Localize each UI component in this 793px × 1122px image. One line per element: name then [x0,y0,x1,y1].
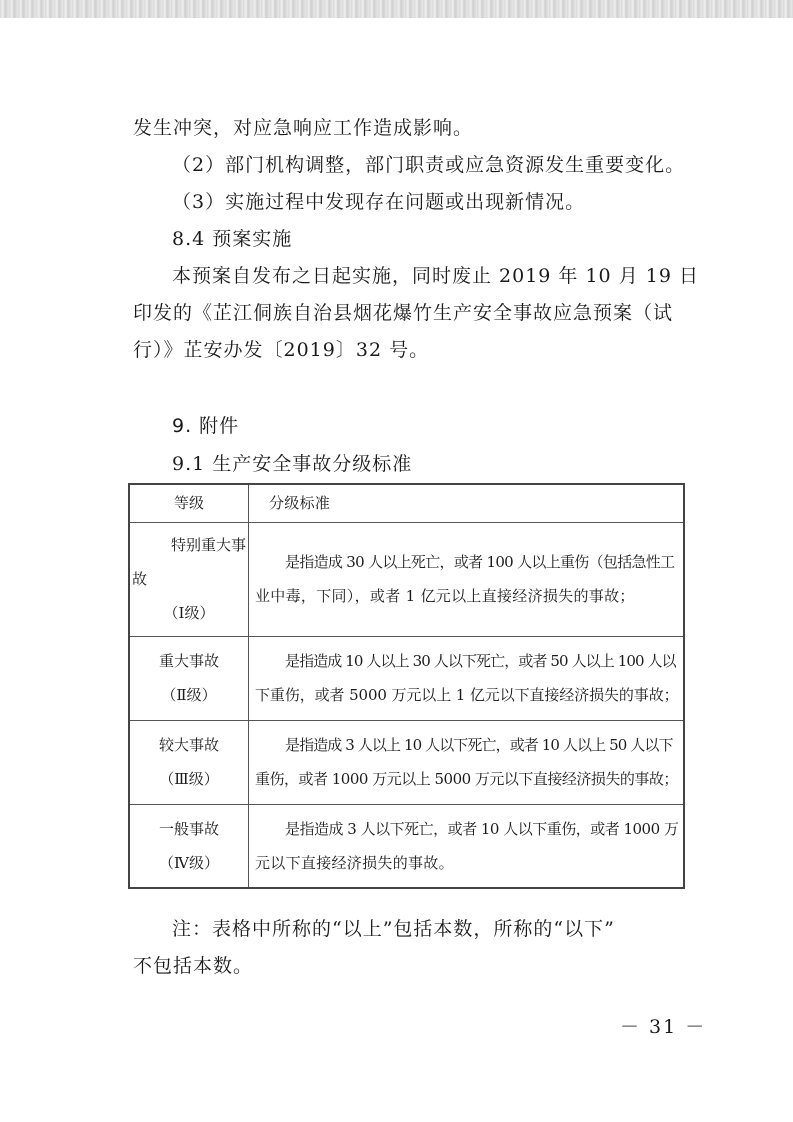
paragraph-line: 行）》芷安办发〔2019〕32 号。 [133,339,430,361]
level-cell [129,636,249,720]
level-text: （Ⅰ级） [163,604,215,622]
header-standard: 分级标准 [249,484,685,522]
page-number: － 31 － [620,1016,707,1038]
standard-text: 重伤，或者 1000 万元以上 5000 万元以下直接经济损失的事故； [255,770,678,788]
header-level: 等级 [129,484,249,522]
level-text: 一般事故 [158,819,219,838]
standard-text: 是指造成 3 人以上 10 人以下死亡，或者 10 人以上 50 人以下 [285,736,673,754]
level-text: （Ⅱ级） [161,686,217,704]
standard-text: 业中毒，下同），或者 1 亿元以上直接经济损失的事故； [255,587,635,605]
section-heading-9-1: 9.1 生产安全事故分级标准 [172,453,413,475]
standard-cell [249,804,685,888]
level-text: 重大事故 [158,652,219,670]
level-cell [129,804,249,888]
paragraph-line: 发生冲突，对应急响应工作造成影响。 [133,117,474,139]
section-heading-8-4: 8.4 预案实施 [172,228,293,250]
table-row [129,804,684,888]
paragraph-line: 印发的《芷江侗族自治县烟花爆竹生产安全事故应急预案（试 [133,302,674,324]
table-header-row [129,484,684,522]
level-cell [129,522,249,636]
level-text: 较大事故 [158,736,219,754]
standard-cell [249,720,685,804]
paragraph-line: （2）部门机构调整，部门职责或应急资源发生重要变化。 [172,154,686,176]
note-line: 不包括本数。 [133,955,254,977]
standard-text: 是指造成 3 人以下死亡，或者 10 人以下重伤，或者 1000 万 [285,819,679,838]
standard-cell [249,636,685,720]
standard-text: 元以下直接经济损失的事故。 [255,853,454,872]
accident-grading-table [128,483,685,889]
standard-text: 是指造成 30 人以上死亡，或者 100 人以上重伤（包括急性工 [285,553,675,571]
level-text: 故 [132,570,148,588]
note-line: 注：表格中所称的“以上”包括本数，所称的“以下” [172,918,615,940]
paragraph-line: （3）实施过程中发现存在问题或出现新情况。 [172,191,586,213]
scan-edge [0,0,793,18]
level-text: 特别重大事 [170,536,246,554]
level-text: （Ⅳ级） [159,853,219,872]
table-row [129,522,684,636]
section-heading-9: 9. 附件 [172,415,240,437]
table-row [129,720,684,804]
level-text: （Ⅲ级） [159,770,219,788]
level-cell [129,720,249,804]
standard-text: 是指造成 10 人以上 30 人以下死亡，或者 50 人以上 100 人以 [285,652,676,670]
standard-text: 下重伤，或者 5000 万元以上 1 亿元以下直接经济损失的事故； [255,686,679,704]
standard-cell [249,522,685,636]
table-row [129,636,684,720]
paragraph-line: 本预案自发布之日起实施，同时废止 2019 年 10 月 19 日 [172,265,699,287]
